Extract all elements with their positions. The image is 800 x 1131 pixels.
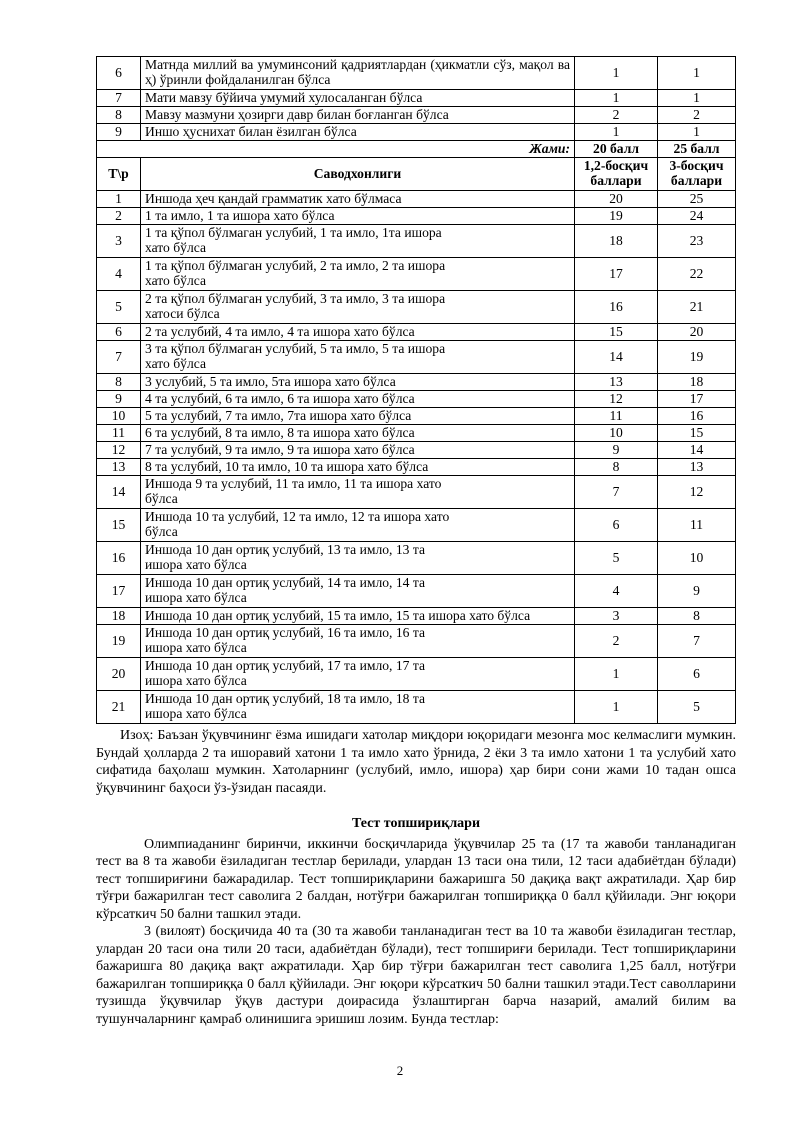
header-col-a: 1,2-босқич баллари — [575, 158, 658, 191]
row-description: 1 та қўпол бўлмаган услубий, 1 та имло, 1та ишора хато бўлса — [141, 225, 575, 258]
total-score-a: 20 балл — [575, 141, 658, 158]
row-number: 9 — [97, 124, 141, 141]
row-number: 2 — [97, 208, 141, 225]
table-row — [97, 374, 736, 391]
row-number: 9 — [97, 391, 141, 408]
row-score-b: 19 — [658, 341, 736, 374]
row-description: Иншода 10 дан ортиқ услубий, 16 та имло, 16 та ишора хато бўлса — [141, 625, 575, 658]
header-title: Саводхонлиги — [141, 158, 575, 191]
row-score-b: 9 — [658, 575, 736, 608]
row-description: 8 та услубий, 10 та имло, 10 та ишора хато бўлса — [141, 459, 575, 476]
row-number: 12 — [97, 442, 141, 459]
row-score-a: 1 — [575, 658, 658, 691]
row-score-b: 15 — [658, 425, 736, 442]
row-number: 21 — [97, 691, 141, 724]
row-score-b: 6 — [658, 658, 736, 691]
row-score-b: 1 — [658, 124, 736, 141]
row-score-a: 2 — [575, 625, 658, 658]
row-score-a: 1 — [575, 124, 658, 141]
table-row — [97, 341, 736, 374]
table-row — [97, 324, 736, 341]
row-score-b: 14 — [658, 442, 736, 459]
table-row — [97, 575, 736, 608]
row-description: Иншо ҳуснихат билан ёзилган бўлса — [141, 124, 575, 141]
row-score-b: 8 — [658, 608, 736, 625]
row-description: 4 та услубий, 6 та имло, 6 та ишора хато бўлса — [141, 391, 575, 408]
row-description: Иншода 9 та услубий, 11 та имло, 11 та ишора хато бўлса — [141, 476, 575, 509]
row-score-a: 5 — [575, 542, 658, 575]
row-description: 3 услубий, 5 та имло, 5та ишора хато бўлса — [141, 374, 575, 391]
table-row — [97, 542, 736, 575]
header-number: Т\р — [97, 158, 141, 191]
row-number: 14 — [97, 476, 141, 509]
table-row — [97, 90, 736, 107]
total-row — [97, 141, 736, 158]
row-score-a: 1 — [575, 57, 658, 90]
row-score-b: 1 — [658, 90, 736, 107]
row-description: Иншода 10 дан ортиқ услубий, 13 та имло, 13 та ишора хато бўлса — [141, 542, 575, 575]
row-score-b: 25 — [658, 191, 736, 208]
row-description: 7 та услубий, 9 та имло, 9 та ишора хато бўлса — [141, 442, 575, 459]
row-score-b: 17 — [658, 391, 736, 408]
row-score-a: 12 — [575, 391, 658, 408]
row-number: 1 — [97, 191, 141, 208]
table-row — [97, 391, 736, 408]
row-description: Иншода 10 дан ортиқ услубий, 17 та имло, 17 та ишора хато бўлса — [141, 658, 575, 691]
row-score-a: 17 — [575, 258, 658, 291]
row-score-b: 23 — [658, 225, 736, 258]
row-number: 17 — [97, 575, 141, 608]
row-score-a: 11 — [575, 408, 658, 425]
paragraph-third-stage: 3 (вилоят) босқичида 40 та (30 та жавоби танланадиган тест ва 10 та жавоби ёзиладиган тестлар, улардан 20 таси она тили 20 таси, адабиётдан бўлади), тест топшириғи берилади. Тест топшириқларини бажаришга 80 дақиқа вақт ажратилади. Ҳар бир тўғри бажарилган тест саволига 1,25 балл, нотўғри бажарилган топшириққа 0 балл қўйилади. Энг юқори кўрсаткич 50 бални ташкил этади.Тест саволларини тузишда ўқувчилар ўқув дастури доирасида ўзлаштирган барча назарий, амалий билим ва тушунчаларнинг қамраб олинишига эришиш лозим. Бунда тестлар: — [96, 924, 736, 1027]
row-score-a: 2 — [575, 107, 658, 124]
row-score-b: 10 — [658, 542, 736, 575]
row-score-a: 1 — [575, 691, 658, 724]
table-row — [97, 258, 736, 291]
row-description: Мавзу мазмуни ҳозирги давр билан боғланган бўлса — [141, 107, 575, 124]
table-row — [97, 476, 736, 509]
row-score-b: 11 — [658, 509, 736, 542]
page-number: 2 — [396, 1063, 404, 1078]
row-score-a: 18 — [575, 225, 658, 258]
row-score-a: 10 — [575, 425, 658, 442]
row-score-b: 22 — [658, 258, 736, 291]
row-score-b: 7 — [658, 625, 736, 658]
row-number: 7 — [97, 90, 141, 107]
table-row — [97, 625, 736, 658]
header-col-b: 3-босқич баллари — [658, 158, 736, 191]
row-number: 3 — [97, 225, 141, 258]
row-description: Иншода 10 дан ортиқ услубий, 18 та имло, 18 та ишора хато бўлса — [141, 691, 575, 724]
table-row — [97, 225, 736, 258]
table-row — [97, 509, 736, 542]
row-score-a: 19 — [575, 208, 658, 225]
row-description: Мати мавзу бўйича умумий хулосаланган бўлса — [141, 90, 575, 107]
row-score-a: 6 — [575, 509, 658, 542]
row-score-b: 24 — [658, 208, 736, 225]
row-score-b: 12 — [658, 476, 736, 509]
table-row — [97, 124, 736, 141]
row-number: 11 — [97, 425, 141, 442]
row-description: Иншода 10 дан ортиқ услубий, 14 та имло, 14 та ишора хато бўлса — [141, 575, 575, 608]
row-description: Матнда миллий ва умуминсоний қадриятлардан (ҳикматли сўз, мақол ва ҳ) ўринли фойдаланилган бўлса — [141, 57, 575, 90]
row-description: 2 та қўпол бўлмаган услубий, 3 та имло, 3 та ишора хатоси бўлса — [141, 291, 575, 324]
row-description: 5 та услубий, 7 та имло, 7та ишора хато бўлса — [141, 408, 575, 425]
row-score-a: 4 — [575, 575, 658, 608]
table-row — [97, 208, 736, 225]
row-score-b: 13 — [658, 459, 736, 476]
row-score-b: 21 — [658, 291, 736, 324]
paragraph-first-stages: Олимпиаданинг биринчи, иккинчи босқичларида ўқувчилар 25 та (17 та жавоби танланадиган тест ва 8 та жавоби ёзиладиган тестлар берилади, улардан 13 таси она тили, 12 таси адабиётдан бўлади) тест топшириғини бажарадилар. Тест топшириқларини бажаришга 50 дақиқа вақт ажратилади. Ҳар бир тўғри бажарилган тест саволига 2 балдан, нотўғри бажарилган топшириққа 0 балл қўйилади. Энг юқори кўрсаткич 50 бални ташкил этади. — [96, 836, 736, 922]
row-number: 10 — [97, 408, 141, 425]
row-score-a: 8 — [575, 459, 658, 476]
row-description: 2 та услубий, 4 та имло, 4 та ишора хато бўлса — [141, 324, 575, 341]
row-score-b: 1 — [658, 57, 736, 90]
row-score-a: 13 — [575, 374, 658, 391]
row-description: 3 та қўпол бўлмаган услубий, 5 та имло, 5 та ишора хато бўлса — [141, 341, 575, 374]
row-score-a: 9 — [575, 442, 658, 459]
row-number: 4 — [97, 258, 141, 291]
row-number: 13 — [97, 459, 141, 476]
section-title: Тест топшириқлари — [351, 816, 481, 831]
row-score-a: 20 — [575, 191, 658, 208]
row-score-a: 7 — [575, 476, 658, 509]
table-row — [97, 691, 736, 724]
grading-rows — [97, 191, 736, 724]
table-row — [97, 442, 736, 459]
row-number: 18 — [97, 608, 141, 625]
row-score-a: 3 — [575, 608, 658, 625]
row-description: Иншода 10 дан ортиқ услубий, 15 та имло, 15 та ишора хато бўлса — [141, 608, 575, 625]
table-row — [97, 425, 736, 442]
row-number: 16 — [97, 542, 141, 575]
row-number: 8 — [97, 374, 141, 391]
row-number: 19 — [97, 625, 141, 658]
row-score-a: 16 — [575, 291, 658, 324]
table-row — [97, 191, 736, 208]
row-score-b: 5 — [658, 691, 736, 724]
row-description: Иншода ҳеч қандай грамматик хато бўлмаса — [141, 191, 575, 208]
row-description: 1 та қўпол бўлмаган услубий, 2 та имло, 2 та ишора хато бўлса — [141, 258, 575, 291]
table-row — [97, 291, 736, 324]
row-description: 6 та услубий, 8 та имло, 8 та ишора хато бўлса — [141, 425, 575, 442]
table-row — [97, 608, 736, 625]
row-score-b: 16 — [658, 408, 736, 425]
row-description: 1 та имло, 1 та ишора хато бўлса — [141, 208, 575, 225]
row-score-a: 1 — [575, 90, 658, 107]
row-score-a: 14 — [575, 341, 658, 374]
total-label: Жами: — [141, 141, 575, 158]
note-paragraph: Изоҳ: Баъзан ўқувчининг ёзма ишидаги хатолар миқдори юқоридаги мезонга мос келмаслиги мумкин. Бундай ҳолларда 2 та ишоравий хатони 1 та имло хато ўрнида, 2 ёки 3 та имло хатони 1 та услубий хато сифатида баҳолаш мумкин. Хатоларнинг (услубий, имло, ишора) ҳар бири сони жами 10 тадан ошса ўқувчининг баҳоси ўз-ўзидан пасаяди. — [96, 728, 736, 796]
row-score-a: 15 — [575, 324, 658, 341]
total-score-b: 25 балл — [658, 141, 736, 158]
table-row — [97, 107, 736, 124]
row-number: 6 — [97, 324, 141, 341]
document-page — [96, 56, 736, 1028]
row-description: Иншода 10 та услубий, 12 та имло, 12 та ишора хато бўлса — [141, 509, 575, 542]
row-number: 6 — [97, 57, 141, 90]
table-row — [97, 658, 736, 691]
table-header-row — [97, 158, 736, 191]
row-score-b: 18 — [658, 374, 736, 391]
row-number: 5 — [97, 291, 141, 324]
row-number: 8 — [97, 107, 141, 124]
table-row — [97, 459, 736, 476]
row-number: 7 — [97, 341, 141, 374]
criteria-table — [96, 56, 736, 724]
row-score-b: 20 — [658, 324, 736, 341]
row-score-b: 2 — [658, 107, 736, 124]
row-number: 15 — [97, 509, 141, 542]
table-row — [97, 57, 736, 90]
table-row — [97, 408, 736, 425]
row-number: 20 — [97, 658, 141, 691]
